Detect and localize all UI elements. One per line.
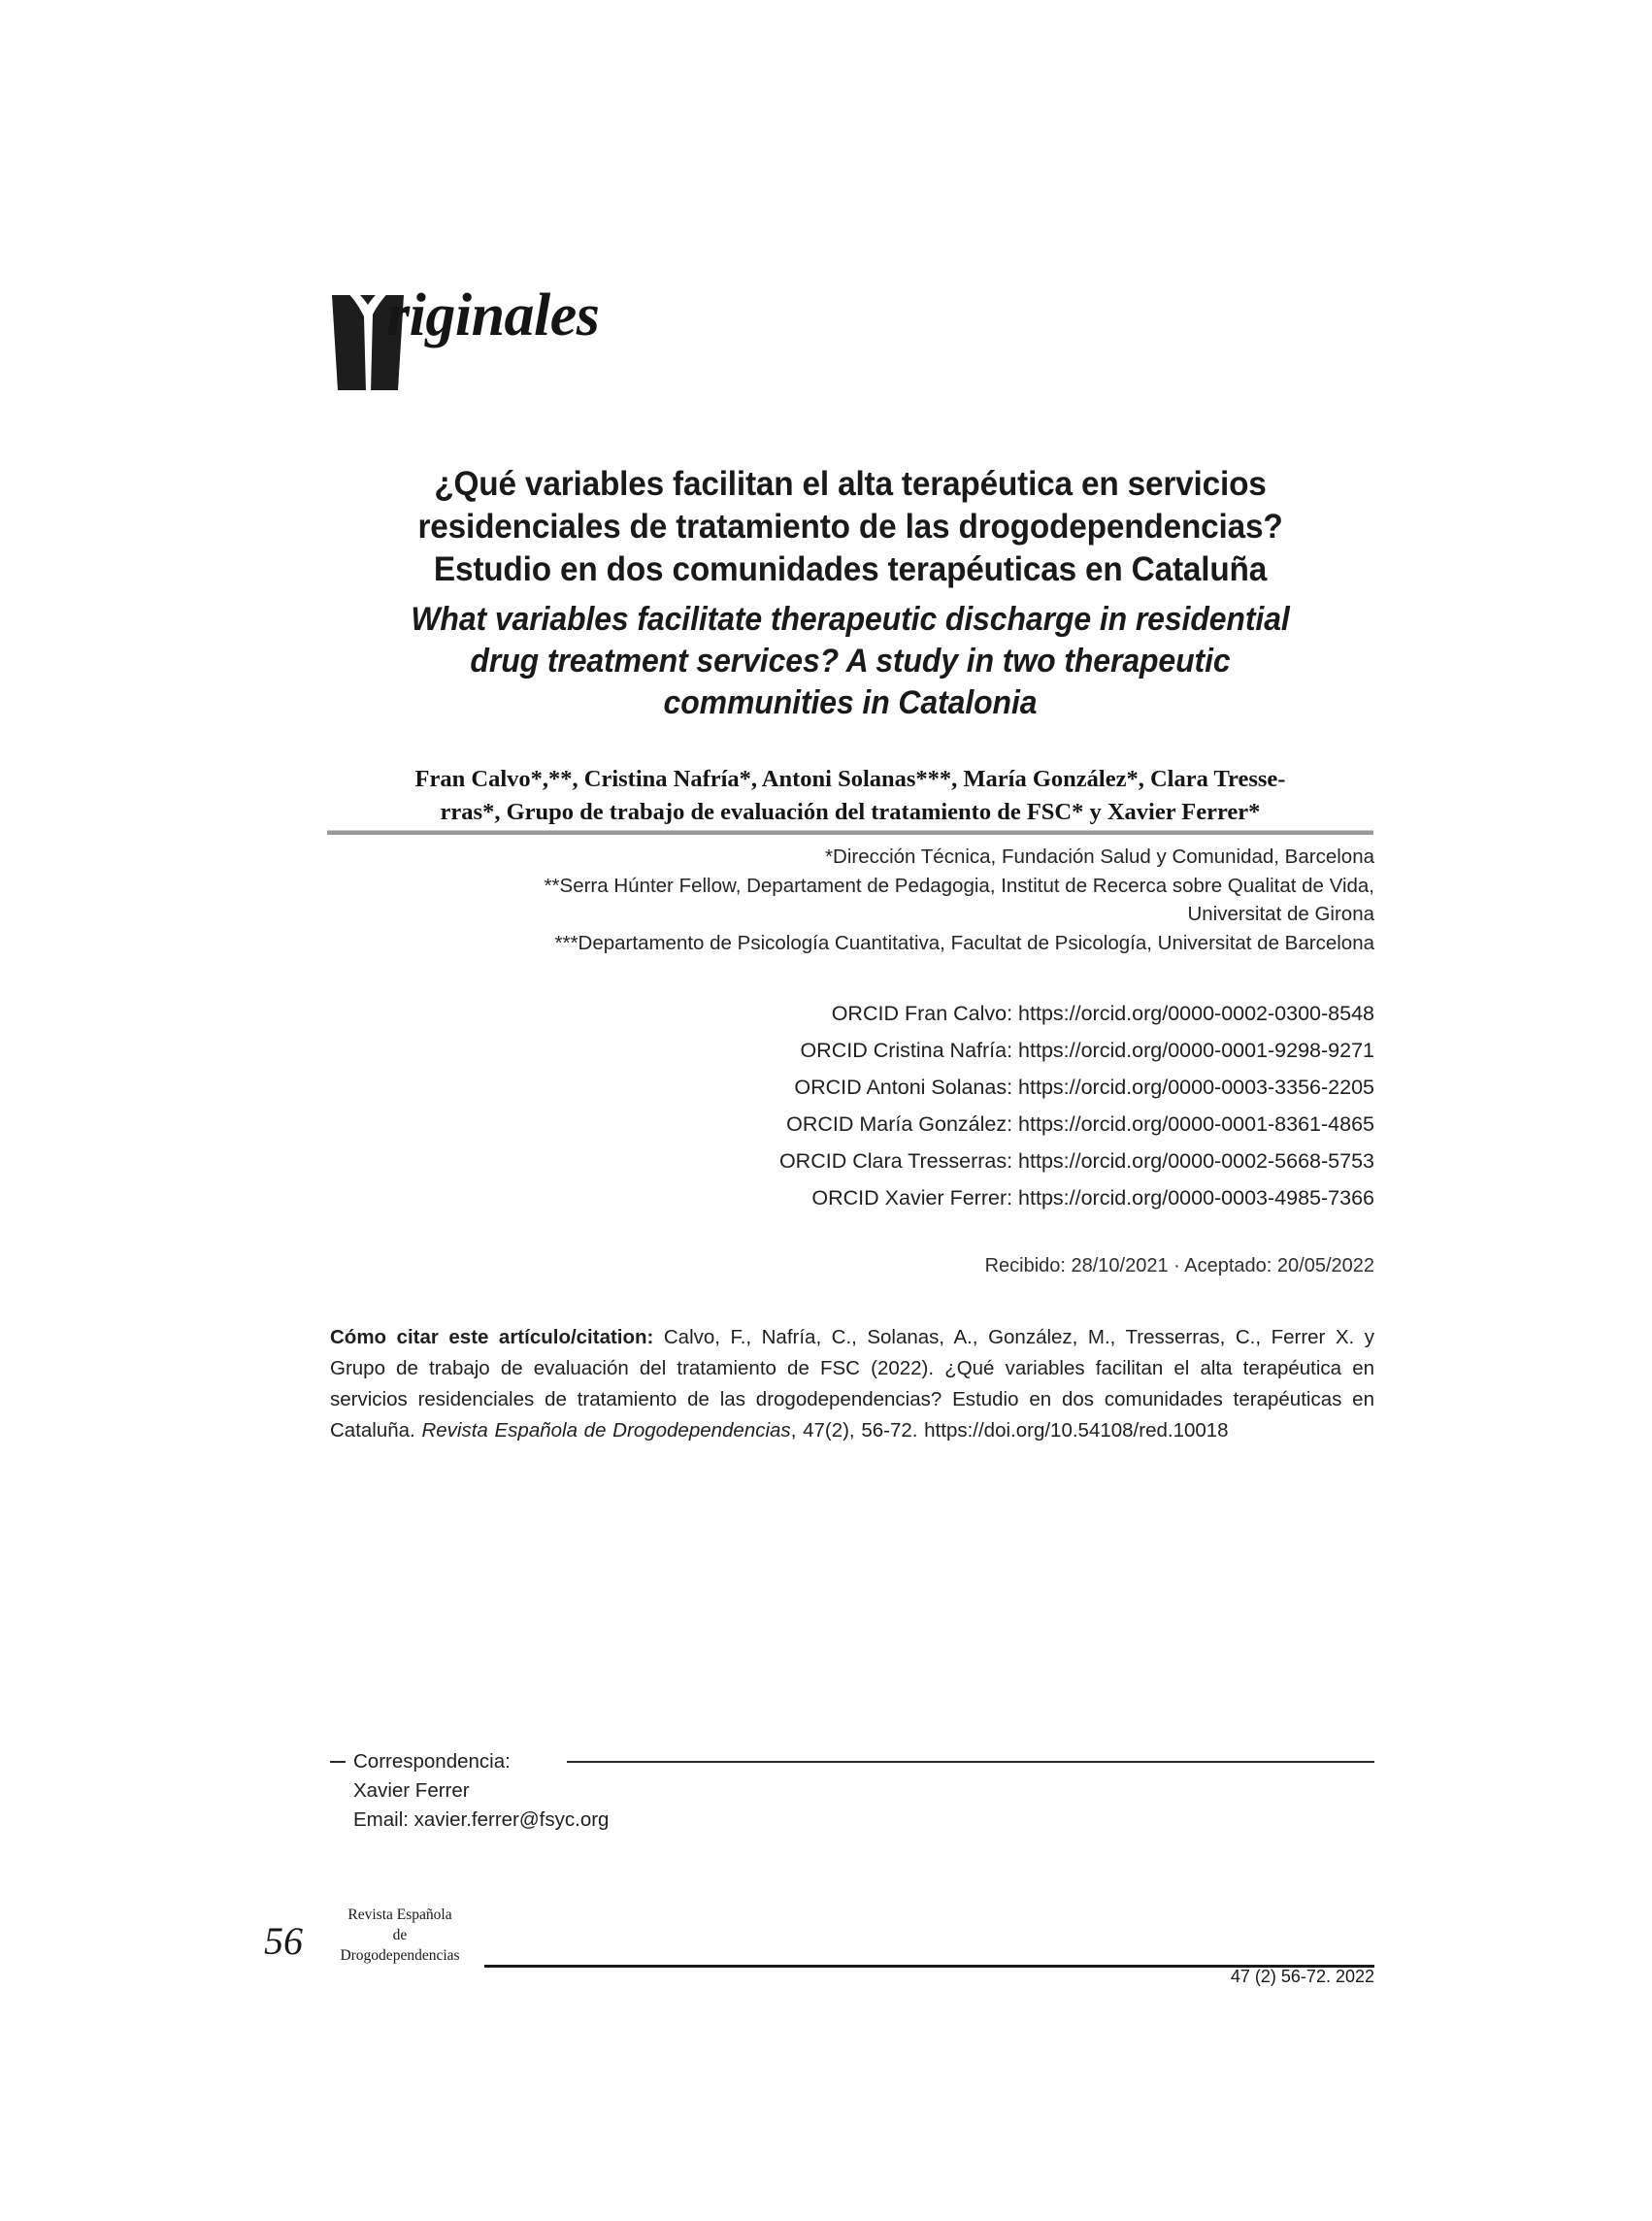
correspondence-header bbox=[330, 1747, 1374, 1776]
title-es-line: residenciales de tratamiento de las drogodependencias? bbox=[417, 507, 1283, 546]
affiliation-line: **Serra Húnter Fellow, Departament de Pedagogia, Institut de Recerca sobre Qualitat de Vida, bbox=[544, 874, 1374, 897]
submission-dates: Recibido: 28/10/2021 · Aceptado: 20/05/2022 bbox=[984, 1255, 1374, 1276]
masthead-wordmark: riginales bbox=[386, 282, 600, 348]
correspondence-name: Xavier Ferrer bbox=[353, 1779, 470, 1802]
journal-title-line-1: Revista Española bbox=[347, 1906, 452, 1923]
title-en-line: communities in Catalonia bbox=[663, 684, 1038, 721]
page-footer bbox=[264, 1905, 1374, 1986]
author-list bbox=[326, 763, 1374, 829]
footer-reference: 47 (2) 56-72. 2022 bbox=[1230, 1967, 1374, 1986]
orcid-line[interactable]: ORCID Cristina Nafría: https://orcid.org/0000-0001-9298-9271 bbox=[800, 1039, 1374, 1062]
orcid-line[interactable]: ORCID Clara Tresserras: https://orcid.org/0000-0002-5668-5753 bbox=[778, 1149, 1374, 1173]
orcid-line[interactable]: ORCID Antoni Solanas: https://orcid.org/0000-0003-3356-2205 bbox=[794, 1076, 1374, 1099]
correspondence-email[interactable]: Email: xavier.ferrer@fsyc.org bbox=[353, 1808, 610, 1831]
page-title-en bbox=[357, 599, 1342, 724]
citation-body-after: , 47(2), 56-72. https://doi.org/10.54108/red.10018 bbox=[790, 1419, 1229, 1442]
title-es-line: ¿Qué variables facilitan el alta terapéutica en servicios bbox=[434, 464, 1267, 503]
orcid-line[interactable]: ORCID María González: https://orcid.org/0000-0001-8361-4865 bbox=[786, 1112, 1374, 1136]
title-en-line: What variables facilitate therapeutic discharge in residential bbox=[411, 601, 1290, 638]
citation-body-before: Calvo, F., Nafría, C., Solanas, A., González, M., Tresserras, C., Ferrer X. y Grupo de trabajo de evaluación del tratamiento de FSC (2022). ¿Qué variables facilitan el alta terapéutica en servicios residenciales de tratamiento de las drogodependencias? Estudio en dos comunidades terapéuticas en Cataluña. bbox=[330, 1326, 1374, 1442]
correspondence-divider bbox=[567, 1761, 1374, 1763]
citation-journal-name: Revista Española de Drogodependencias bbox=[421, 1419, 791, 1442]
title-block bbox=[326, 462, 1374, 724]
title-en-line: drug treatment services? A study in two therapeutic bbox=[470, 643, 1231, 680]
affiliation-line: ***Departamento de Psicología Cuantitativa, Facultat de Psicología, Universitat de Barcelona bbox=[554, 931, 1374, 954]
correspondence-label: Correspondencia: bbox=[353, 1750, 511, 1773]
dash-icon bbox=[330, 1761, 346, 1763]
author-divider bbox=[327, 830, 1373, 835]
citation-label: Cómo citar este artículo/citation: bbox=[330, 1326, 654, 1348]
orcid-line[interactable]: ORCID Xavier Ferrer: https://orcid.org/0000-0003-4985-7366 bbox=[811, 1186, 1374, 1210]
orcid-line[interactable]: ORCID Fran Calvo: https://orcid.org/0000-0002-0300-8548 bbox=[831, 1002, 1374, 1025]
journal-title-line-3: Drogodependencias bbox=[340, 1947, 460, 1964]
orcid-list bbox=[326, 995, 1374, 1216]
affiliation-line: *Dirección Técnica, Fundación Salud y Comunidad, Barcelona bbox=[825, 845, 1374, 868]
correspondence-block bbox=[330, 1747, 1374, 1835]
affiliation-line: Universitat de Girona bbox=[1187, 903, 1374, 925]
page-number: 56 bbox=[264, 1919, 303, 1963]
author-line: Fran Calvo*,**, Cristina Nafría*, Antoni Solanas***, María González*, Clara Tresse- bbox=[414, 766, 1286, 792]
correspondence-details bbox=[353, 1776, 1374, 1835]
journal-title bbox=[332, 1905, 468, 1966]
journal-title-line-2: de bbox=[392, 1927, 408, 1943]
page-title-es bbox=[357, 462, 1342, 590]
masthead bbox=[326, 270, 714, 406]
title-es-line: Estudio en dos comunidades terapéuticas en Cataluña bbox=[433, 549, 1268, 588]
author-line: rras*, Grupo de trabajo de evaluación del tratamiento de FSC* y Xavier Ferrer* bbox=[440, 799, 1261, 825]
affiliation-list bbox=[326, 843, 1374, 957]
citation-block bbox=[330, 1322, 1374, 1446]
